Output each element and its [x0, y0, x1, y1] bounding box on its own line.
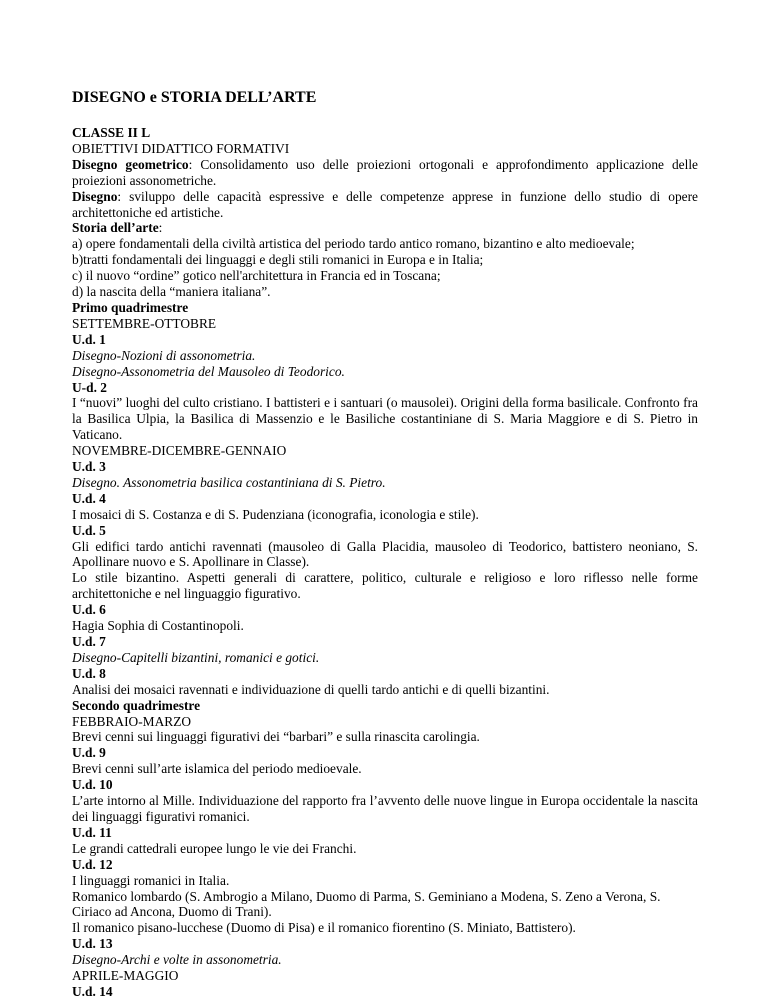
- objective-text: : Consolidamento uso delle proiezioni ortogonali e approfondimento applicazione delle proiezioni assonometriche.: [72, 156, 698, 188]
- class-heading: CLASSE II L: [72, 125, 151, 140]
- objective-label: Storia dell’arte: [72, 220, 159, 236]
- objectives-heading: OBIETTIVI DIDATTICO FORMATIVI: [72, 140, 290, 156]
- ud-text: Le grandi cattedrali europee lungo le vie dei Franchi.: [72, 840, 357, 856]
- ud-text: Disegno-Assonometria del Mausoleo di Teodorico.: [72, 363, 345, 379]
- objective-item: c) il nuovo “ordine” gotico nell'architettura in Francia ed in Toscana;: [72, 268, 441, 284]
- objective-text: : sviluppo delle capacità espressive e delle competenze apprese in funzione dello studio di opere architettoniche ed artistiche.: [72, 188, 698, 220]
- ud-heading: U.d. 3: [72, 459, 106, 475]
- section-heading-primo: Primo quadrimestre: [72, 299, 189, 315]
- ud-heading: U.d. 10: [72, 777, 113, 793]
- ud-text: Disegno. Assonometria basilica costantiniana di S. Pietro.: [72, 474, 386, 490]
- objective-label: Disegno geometrico: [72, 156, 189, 172]
- ud-text: Hagia Sophia di Costantinopoli.: [72, 618, 244, 634]
- ud-heading: U.d. 9: [72, 745, 106, 761]
- ud-text: Romanico lombardo (S. Ambrogio a Milano, Duomo di Parma, S. Geminiano a Modena, S. Zeno a Verona, S. Ciriaco ad Ancona, Duomo di Trani).: [72, 888, 661, 920]
- objective-disegno: [72, 189, 698, 221]
- ud-text: Disegno-Nozioni di assonometria.: [72, 347, 256, 363]
- ud-heading: U.d. 4: [72, 490, 106, 506]
- ud-heading: U.d. 13: [72, 936, 113, 952]
- section-heading-secondo: Secondo quadrimestre: [72, 697, 201, 713]
- ud-text: Lo stile bizantino. Aspetti generali di carattere, politico, culturale e religioso e loro riflesso nelle forme architettoniche e nel linguaggio figurativo.: [72, 570, 698, 602]
- period-label: APRILE-MAGGIO: [72, 968, 179, 984]
- objective-label: Disegno: [72, 188, 118, 204]
- ud-text: Analisi dei mosaici ravennati e individuazione di quelli tardo antichi e di quelli bizantini.: [72, 681, 550, 697]
- ud-text: I “nuovi” luoghi del culto cristiano. I battisteri e i santuari (o mausolei). Origini della forma basilicale. Confronto fra la Basilica Ulpia, la Basilica di Massenzio e le Basiliche costantiniane di S. Maria Maggiore e di S. Pietro in Vaticano.: [72, 395, 698, 443]
- objective-item: d) la nascita della “maniera italiana”.: [72, 284, 271, 300]
- ud-heading: U.d. 5: [72, 522, 106, 538]
- ud-text: Disegno-Capitelli bizantini, romanici e gotici.: [72, 649, 320, 665]
- ud-text: I linguaggi romanici in Italia.: [72, 872, 230, 888]
- objective-disegno-geometrico: [72, 157, 698, 189]
- ud-heading: U-d. 2: [72, 379, 107, 395]
- period-label: SETTEMBRE-OTTOBRE: [72, 315, 217, 331]
- period-label: FEBBRAIO-MARZO: [72, 713, 192, 729]
- ud-heading: U.d. 8: [72, 665, 106, 681]
- ud-heading: U.d. 12: [72, 856, 113, 872]
- ud-text: I mosaici di S. Costanza e di S. Pudenziana (iconografia, iconologia e stile).: [72, 506, 479, 522]
- ud-text: Disegno-Archi e volte in assonometria.: [72, 952, 282, 968]
- ud-text: Gli edifici tardo antichi ravennati (mausoleo di Galla Placidia, mausoleo di Teodorico, battistero neoniano, S. Apollinare nuovo e S. Apollinare in Classe).: [72, 538, 698, 570]
- period-label: NOVEMBRE-DICEMBRE-GENNAIO: [72, 443, 287, 459]
- ud-heading: U.d. 6: [72, 602, 106, 618]
- document-title: DISEGNO e STORIA DELL’ARTE: [72, 89, 317, 106]
- ud-text: Brevi cenni sull’arte islamica del periodo medioevale.: [72, 761, 362, 777]
- objective-colon: :: [158, 220, 163, 236]
- ud-heading: U.d. 11: [72, 824, 112, 840]
- objective-item: a) opere fondamentali della civiltà artistica del periodo tardo antico romano, bizantino e alto medioevale;: [72, 236, 635, 252]
- objective-item: b)tratti fondamentali dei linguaggi e degli stili romanici in Europa e in Italia;: [72, 252, 484, 268]
- ud-text: Il romanico pisano-lucchese (Duomo di Pisa) e il romanico fiorentino (S. Miniato, Battistero).: [72, 920, 576, 936]
- ud-heading: U.d. 14: [72, 983, 113, 999]
- ud-text: Brevi cenni sui linguaggi figurativi dei “barbari” e sulla rinascita carolingia.: [72, 729, 480, 745]
- ud-text: L’arte intorno al Mille. Individuazione del rapporto fra l’avvento delle nuove lingue in Europa occidentale la nascita dei linguaggi figurativi romanici.: [72, 793, 698, 824]
- document-page: [72, 88, 698, 1000]
- ud-heading: U.d. 1: [72, 331, 106, 347]
- ud-heading: U.d. 7: [72, 634, 106, 649]
- objective-storia: [72, 220, 698, 236]
